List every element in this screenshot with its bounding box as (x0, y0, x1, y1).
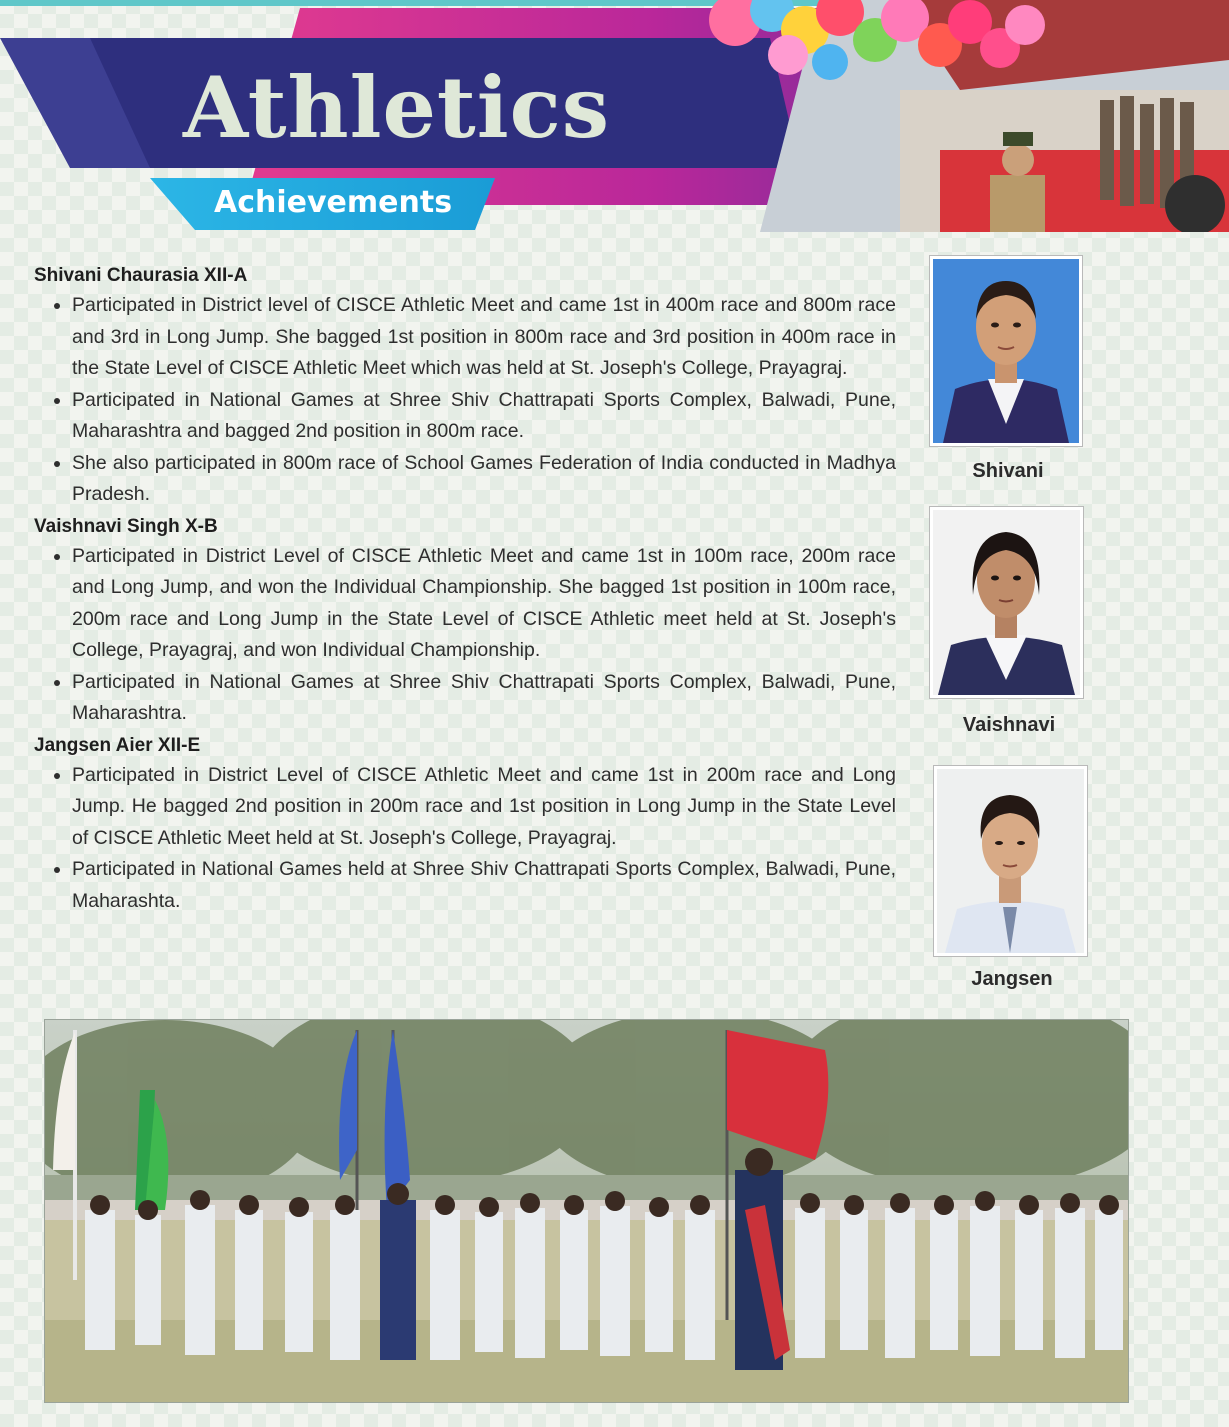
portrait-caption: Shivani (972, 460, 1044, 482)
achievement-item: • Participated in District Level of CISCE Athletic Meet and came 1st in 100m race, 200m race and Long Jump, and won the Individual Championship. She bagged 1st position in 100m race, 200m race and Long Jump in the State Level of CISCE Athletic meet held at St. Joseph's College, Prayagraj, and won Individual Championship. (72, 541, 896, 667)
achievement-list (34, 760, 896, 918)
achievement-item: • Participated in District Level of CISCE Athletic Meet and came 1st in 200m race and Long Jump. He bagged 2nd position in 200m race and 1st position in Long Jump in the State Level of CISCE Athletic Meet held at St. Joseph's College, Prayagraj. (72, 760, 896, 855)
achievement-list (34, 541, 896, 730)
page-title: Athletics (183, 58, 611, 157)
achievement-item: • Participated in National Games at Shree Shiv Chattrapati Sports Complex, Balwadi, Pune, Maharashtra. (72, 667, 896, 730)
cadet-figure (990, 175, 1045, 232)
portrait-shivani (929, 255, 1083, 447)
header-banner (0, 0, 1229, 240)
ceremony-photo (700, 0, 1229, 232)
portrait-caption: Vaishnavi (962, 714, 1056, 736)
achiever-section (34, 732, 896, 918)
achievements-text (34, 262, 896, 919)
achievement-item: • Participated in District level of CISCE Athletic Meet and came 1st in 400m race and 800m race and 3rd in Long Jump. She bagged 1st position in 800m race and 3rd position in 400m race in the State Level of CISCE Athletic Meet which was held at St. Joseph's College, Prayagraj. (72, 290, 896, 385)
achiever-heading: Shivani Chaurasia XII-A (34, 265, 248, 286)
achievement-item: • Participated in National Games at Shree Shiv Chattrapati Sports Complex, Balwadi, Pune, Maharashtra and bagged 2nd position in 800m race. (72, 385, 896, 448)
section-subtitle: Achievements (214, 185, 453, 220)
portrait-jangsen (933, 765, 1088, 957)
achievement-item: • She also participated in 800m race of School Games Federation of India conducted in Madhya Pradesh. (72, 448, 896, 511)
achiever-heading: Jangsen Aier XII-E (34, 734, 201, 756)
achiever-heading: Vaishnavi Singh X-B (34, 515, 218, 537)
portrait-caption: Jangsen (971, 968, 1053, 990)
portrait-vaishnavi (929, 506, 1084, 699)
achiever-section (34, 513, 896, 730)
achiever-section (34, 262, 896, 511)
achievement-list (34, 290, 896, 511)
achievement-item: • Participated in National Games held at Shree Shiv Chattrapati Sports Complex, Balwadi, Pune, Maharashta. (72, 854, 896, 917)
parade-photo (44, 1019, 1129, 1403)
